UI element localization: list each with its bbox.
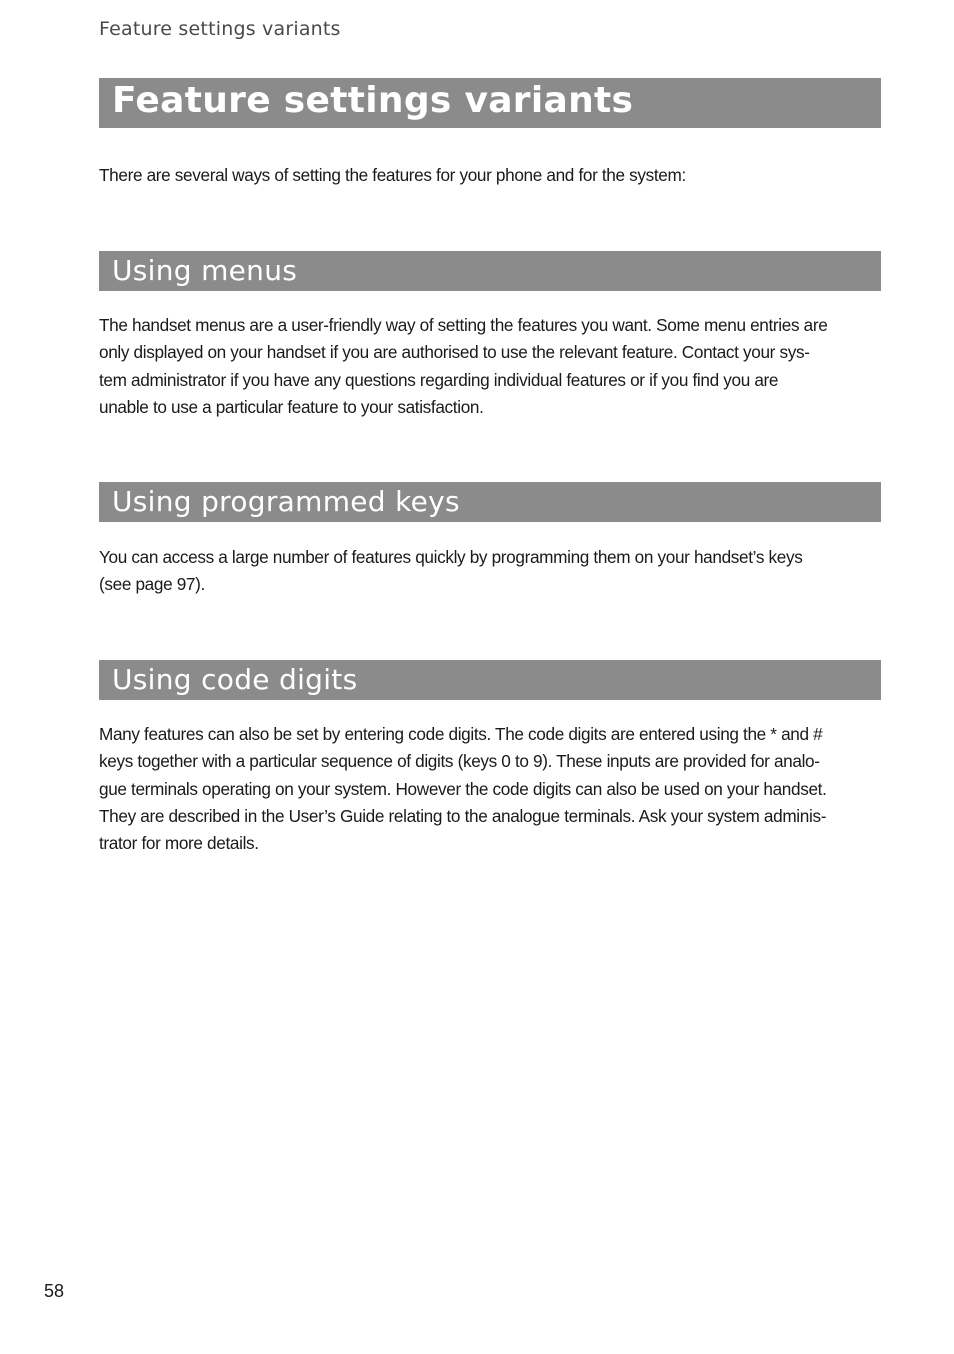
- paragraph-line: Many features can also be set by entering code digits. The code digits are entered using the * and #: [99, 724, 823, 744]
- paragraph-line: trator for more details.: [99, 833, 259, 854]
- section-heading-programmed-keys: Using programmed keys: [112, 485, 460, 518]
- section-heading-bar-code-digits: [99, 660, 881, 700]
- paragraph-line: You can access a large number of features quickly by programming them on your handset’s keys: [99, 547, 803, 567]
- section-heading-code-digits: Using code digits: [112, 663, 358, 696]
- paragraph-line: The handset menus are a user-friendly way of setting the features you want. Some menu entries are: [99, 315, 828, 335]
- paragraph-line: keys together with a particular sequence of digits (keys 0 to 9). These inputs are provided for analo-: [99, 751, 820, 772]
- running-header: Feature settings variants: [99, 18, 341, 40]
- paragraph-line: only displayed on your handset if you are authorised to use the relevant feature. Contact your sys-: [99, 342, 810, 363]
- page-title: Feature settings variants: [112, 80, 634, 121]
- paragraph-line: (see page 97).: [99, 574, 205, 595]
- paragraph-line: tem administrator if you have any questions regarding individual features or if you find you are: [99, 369, 779, 390]
- paragraph-line: unable to use a particular feature to your satisfaction.: [99, 396, 484, 417]
- section-heading-menus: Using menus: [112, 254, 298, 287]
- section-heading-bar-menus: [99, 251, 881, 291]
- section-heading-bar-programmed-keys: [99, 482, 881, 522]
- page-number: 58: [44, 1281, 65, 1301]
- paragraph-line: They are described in the User’s Guide relating to the analogue terminals. Ask your system adminis-: [99, 805, 827, 826]
- section-paragraph-programmed-keys: [99, 544, 884, 599]
- intro-paragraph: There are several ways of setting the features for your phone and for the system:: [99, 165, 686, 185]
- section-paragraph-menus: [99, 312, 884, 421]
- section-paragraph-code-digits: [99, 721, 884, 857]
- page-title-bar: [99, 78, 881, 128]
- paragraph-line: gue terminals operating on your system. However the code digits can also be used on your handset.: [99, 778, 827, 799]
